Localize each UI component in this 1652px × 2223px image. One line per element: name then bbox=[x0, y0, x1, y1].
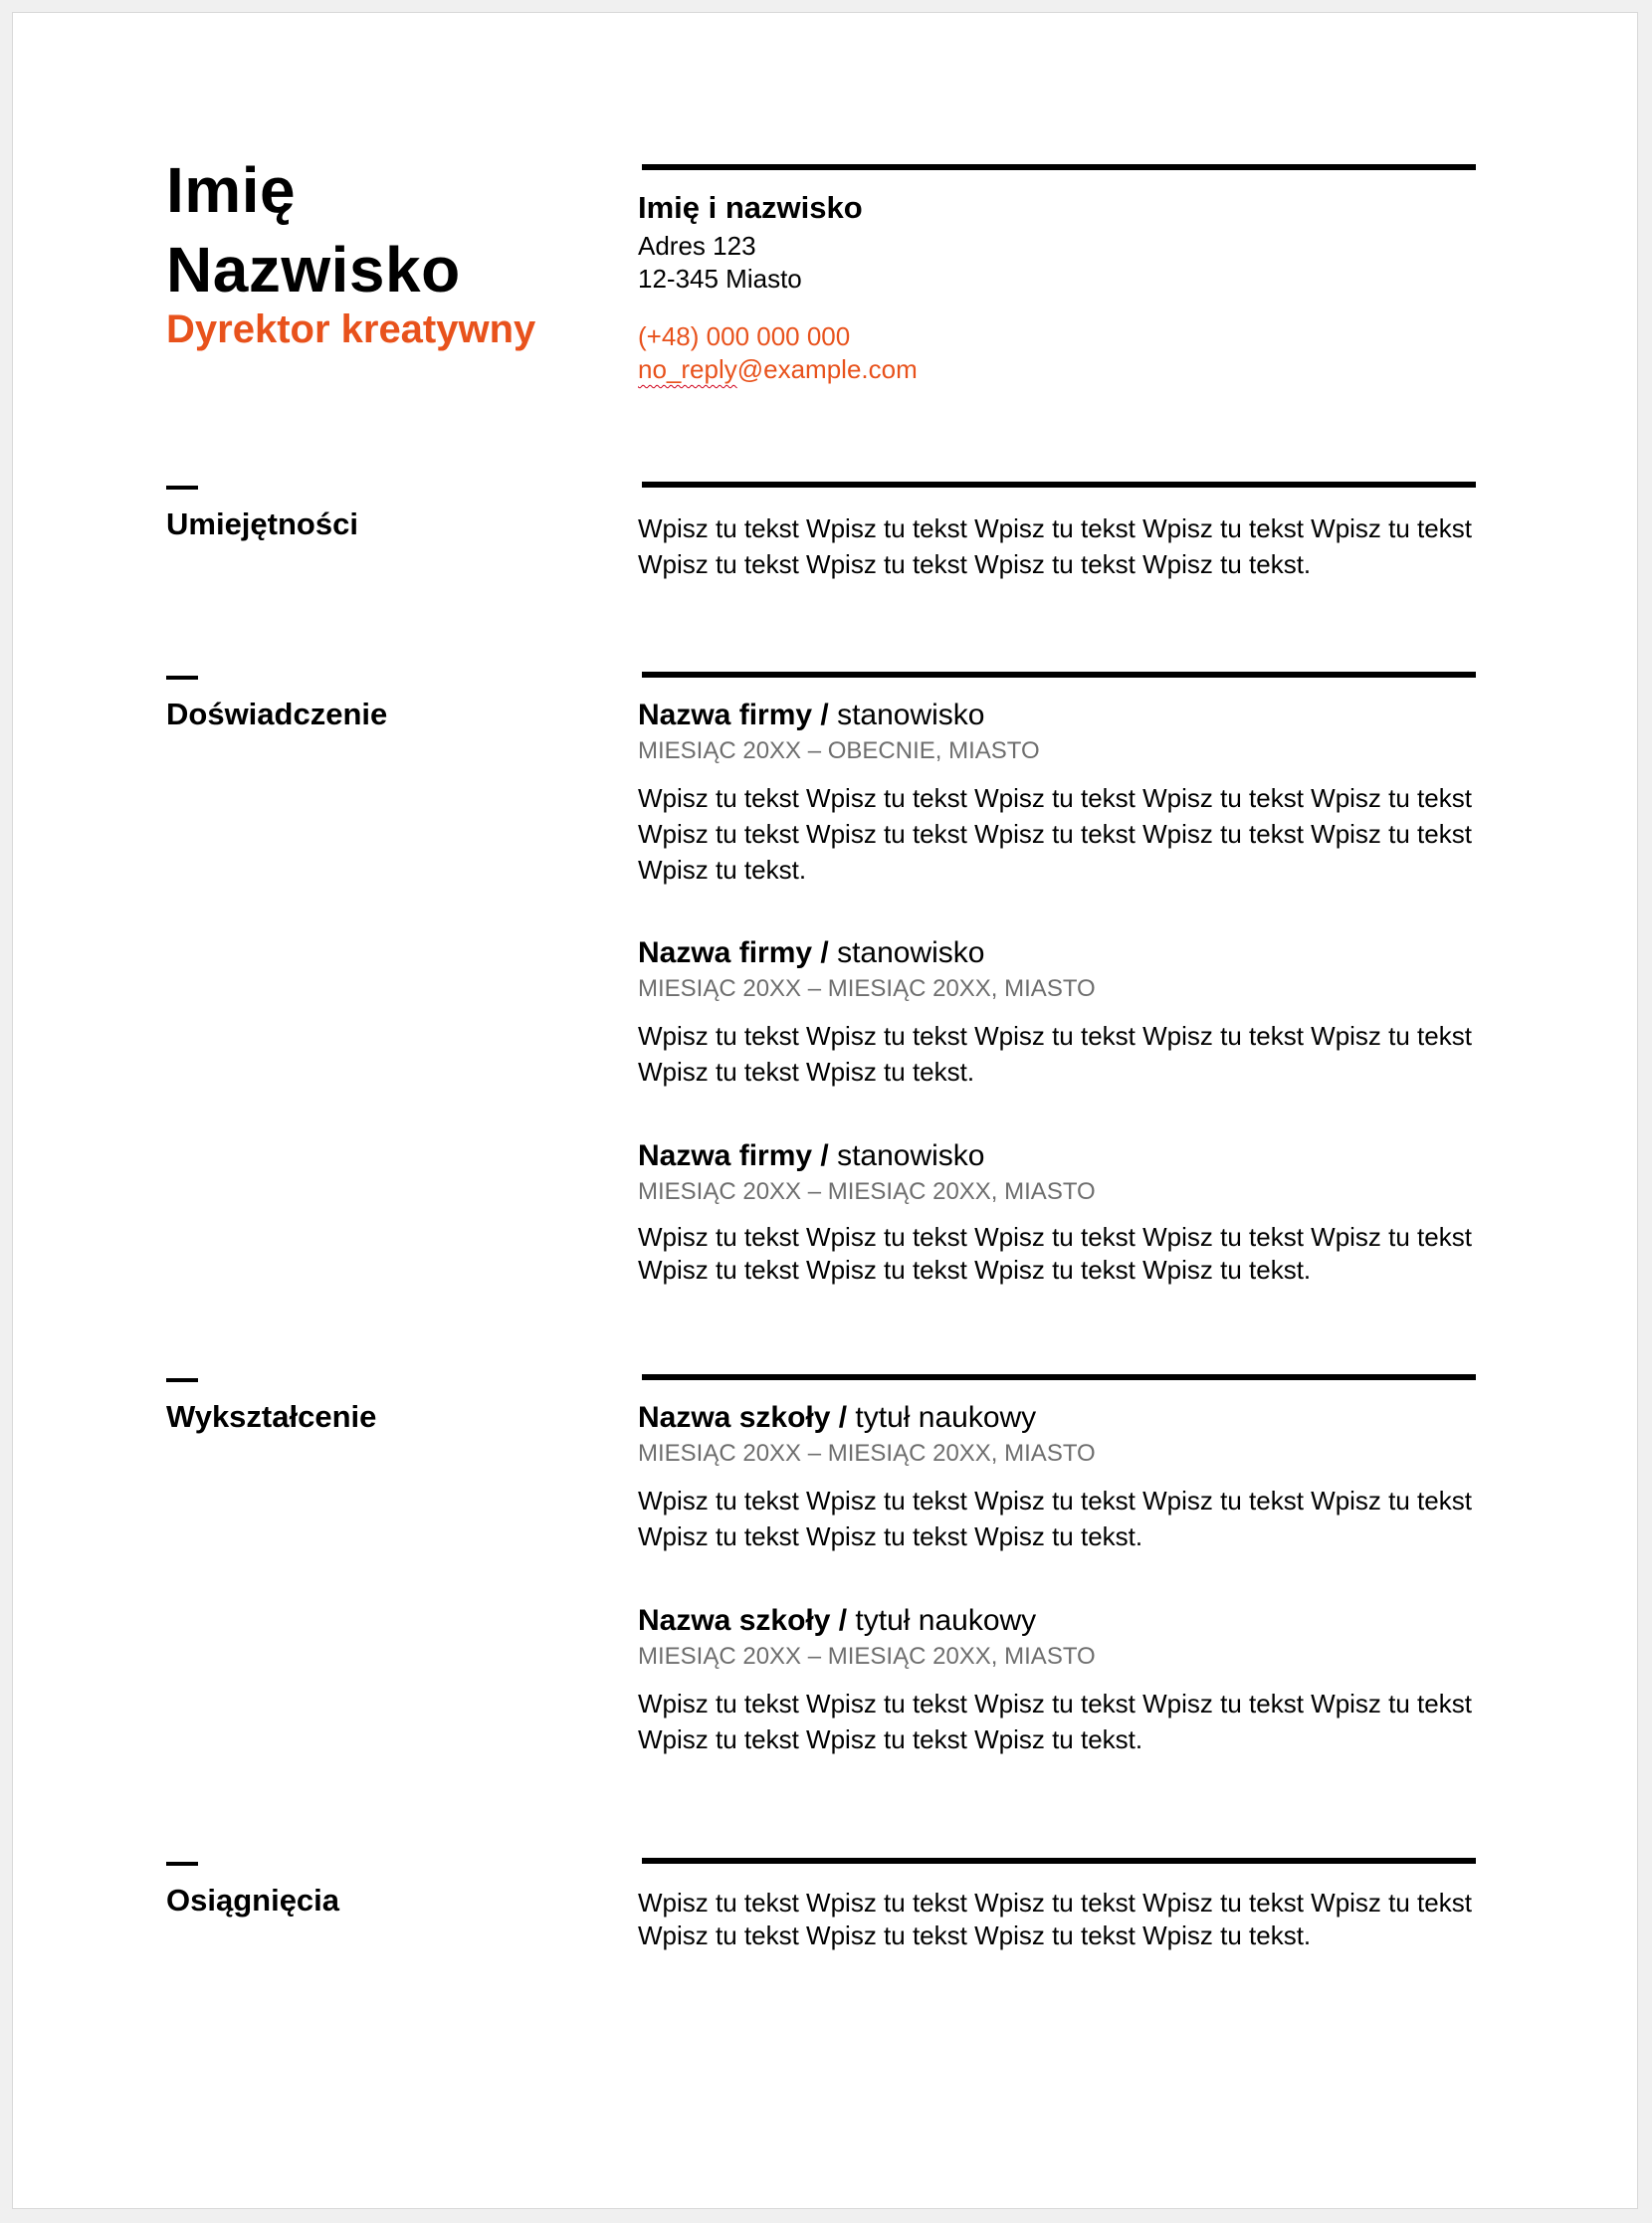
entry-heading bbox=[638, 698, 1494, 733]
experience-entry[interactable] bbox=[638, 698, 1494, 888]
degree: tytuł naukowy bbox=[847, 1401, 1037, 1434]
divider-rule bbox=[642, 1858, 1476, 1864]
experience-entry[interactable] bbox=[638, 1138, 1494, 1287]
section-dash bbox=[166, 1862, 198, 1866]
email-user: no_reply bbox=[638, 354, 737, 384]
section-dash bbox=[166, 1378, 198, 1382]
email-address[interactable] bbox=[638, 353, 1494, 386]
entry-dates: MIESIĄC 20XX – MIESIĄC 20XX, MIASTO bbox=[638, 1643, 1096, 1670]
entry-heading bbox=[638, 1400, 1494, 1436]
entry-heading bbox=[638, 935, 1494, 971]
entry-description: Wpisz tu tekst Wpisz tu tekst Wpisz tu tekst Wpisz tu tekst Wpisz tu tekst Wpisz tu tekst Wpisz tu tekst Wpisz tu tekst. bbox=[638, 1689, 1472, 1754]
divider-rule bbox=[642, 1374, 1476, 1380]
achievements-text[interactable]: Wpisz tu tekst Wpisz tu tekst Wpisz tu tekst Wpisz tu tekst Wpisz tu tekst Wpisz tu tekst Wpisz tu tekst Wpisz tu tekst Wpisz tu tekst. bbox=[638, 1888, 1472, 1950]
contact-full-name: Imię i nazwisko bbox=[638, 190, 863, 225]
position: stanowisko bbox=[828, 699, 985, 731]
company-name: Nazwa firmy / bbox=[638, 1139, 829, 1172]
education-entry[interactable] bbox=[638, 1603, 1494, 1757]
job-title[interactable]: Dyrektor kreatywny bbox=[166, 307, 536, 351]
contact-block[interactable] bbox=[638, 190, 1494, 386]
entry-dates: MIESIĄC 20XX – MIESIĄC 20XX, MIASTO bbox=[638, 1440, 1096, 1467]
position: stanowisko bbox=[828, 936, 985, 969]
first-name: Imię bbox=[166, 154, 297, 226]
section-dash bbox=[166, 676, 198, 680]
school-name: Nazwa szkoły / bbox=[638, 1401, 848, 1434]
document-page bbox=[12, 12, 1638, 2209]
address-line-1: Adres 123 bbox=[638, 231, 756, 261]
entry-description: Wpisz tu tekst Wpisz tu tekst Wpisz tu tekst Wpisz tu tekst Wpisz tu tekst Wpisz tu tekst Wpisz tu tekst Wpisz tu tekst Wpisz tu tekst Wpisz tu tekst Wpisz tu tekst. bbox=[638, 783, 1472, 885]
section-dash bbox=[166, 486, 198, 490]
entry-heading bbox=[638, 1138, 1494, 1174]
degree: tytuł naukowy bbox=[847, 1604, 1037, 1637]
email-domain: @example.com bbox=[736, 354, 918, 384]
section-title-skills[interactable]: Umiejętności bbox=[166, 506, 358, 541]
company-name: Nazwa firmy / bbox=[638, 936, 829, 969]
divider-rule bbox=[642, 482, 1476, 488]
section-title-education[interactable]: Wykształcenie bbox=[166, 1399, 377, 1434]
skills-text[interactable]: Wpisz tu tekst Wpisz tu tekst Wpisz tu tekst Wpisz tu tekst Wpisz tu tekst Wpisz tu tekst Wpisz tu tekst Wpisz tu tekst Wpisz tu tekst. bbox=[638, 513, 1472, 579]
education-entry[interactable] bbox=[638, 1400, 1494, 1554]
address-line-2: 12-345 Miasto bbox=[638, 264, 802, 294]
company-name: Nazwa firmy / bbox=[638, 699, 829, 731]
entry-dates: MIESIĄC 20XX – OBECNIE, MIASTO bbox=[638, 737, 1040, 764]
experience-entry[interactable] bbox=[638, 935, 1494, 1090]
last-name: Nazwisko bbox=[166, 234, 461, 305]
entry-description: Wpisz tu tekst Wpisz tu tekst Wpisz tu tekst Wpisz tu tekst Wpisz tu tekst Wpisz tu tekst Wpisz tu tekst Wpisz tu tekst. bbox=[638, 1486, 1472, 1551]
entry-dates: MIESIĄC 20XX – MIESIĄC 20XX, MIASTO bbox=[638, 975, 1096, 1002]
position: stanowisko bbox=[828, 1139, 985, 1172]
section-title-experience[interactable]: Doświadczenie bbox=[166, 697, 388, 731]
entry-description: Wpisz tu tekst Wpisz tu tekst Wpisz tu tekst Wpisz tu tekst Wpisz tu tekst Wpisz tu tekst Wpisz tu tekst. bbox=[638, 1021, 1472, 1087]
divider-rule bbox=[642, 672, 1476, 678]
section-title-achievements[interactable]: Osiągnięcia bbox=[166, 1883, 340, 1918]
divider-rule bbox=[642, 164, 1476, 170]
entry-heading bbox=[638, 1603, 1494, 1639]
entry-description: Wpisz tu tekst Wpisz tu tekst Wpisz tu tekst Wpisz tu tekst Wpisz tu tekst Wpisz tu tekst Wpisz tu tekst Wpisz tu tekst Wpisz tu tekst. bbox=[638, 1222, 1472, 1285]
phone-number: (+48) 000 000 000 bbox=[638, 321, 851, 351]
school-name: Nazwa szkoły / bbox=[638, 1604, 848, 1637]
candidate-name[interactable] bbox=[166, 150, 604, 309]
entry-dates: MIESIĄC 20XX – MIESIĄC 20XX, MIASTO bbox=[638, 1178, 1096, 1205]
